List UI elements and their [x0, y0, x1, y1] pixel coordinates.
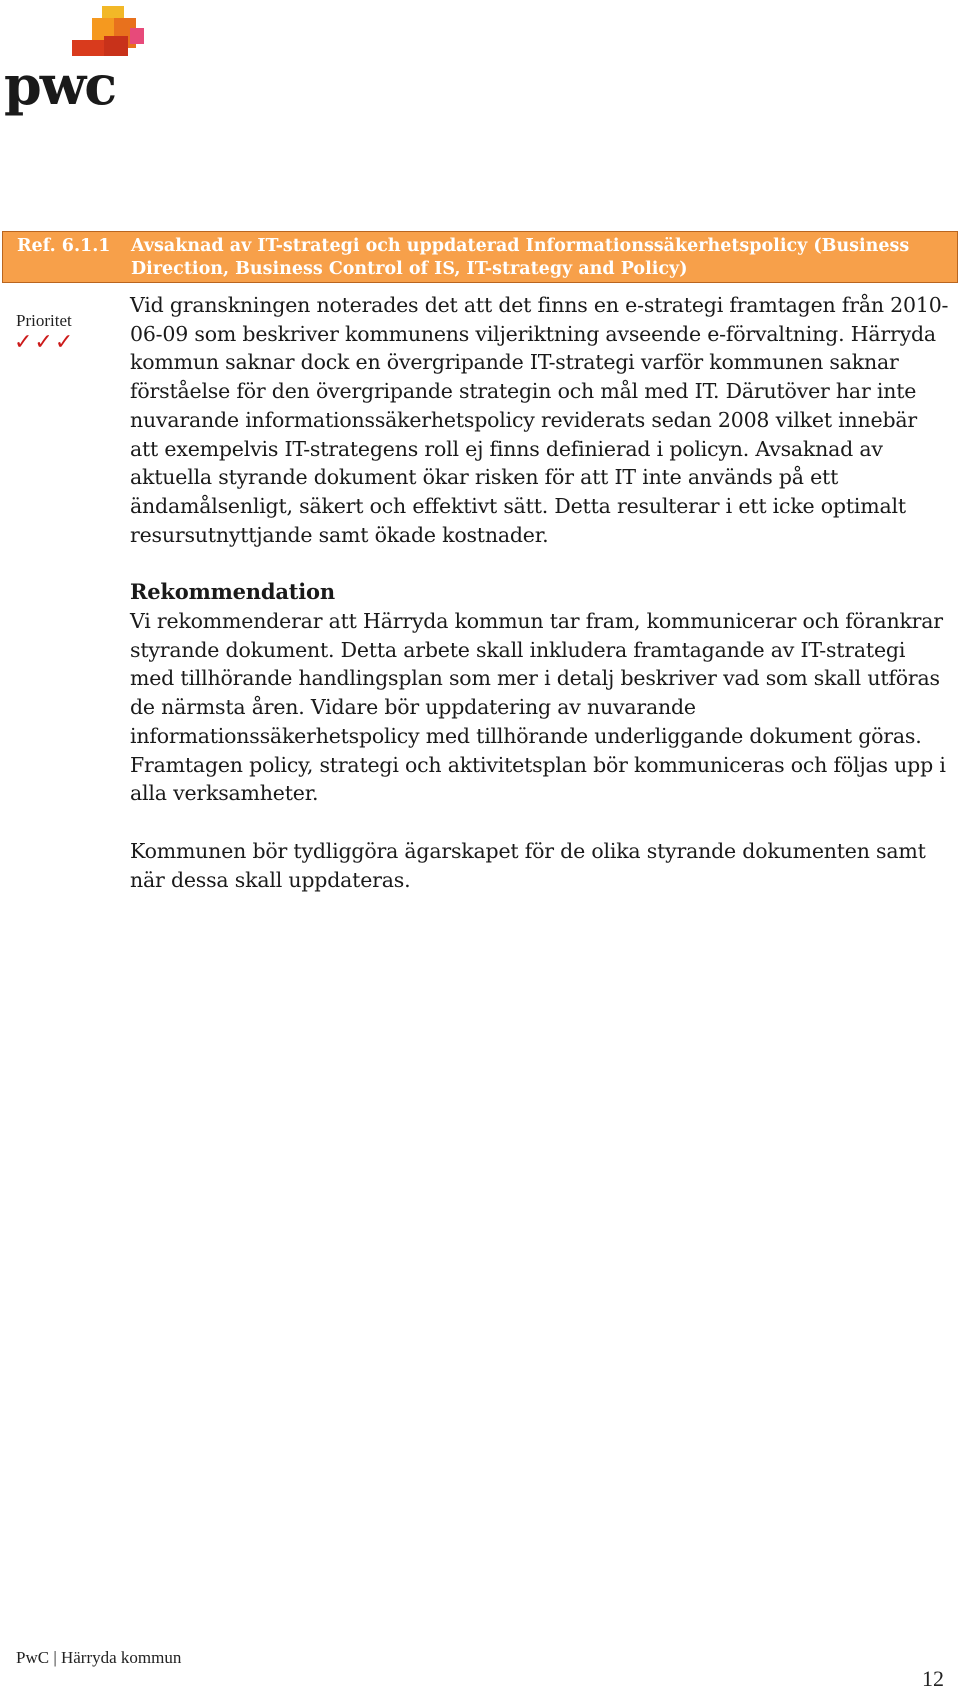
main-content [130, 291, 950, 894]
section-title: Avsaknad av IT-strategi och uppdaterad Informationssäkerhetspolicy (Business Direction, Business Control of IS, IT-strategy and Policy) [131, 236, 910, 279]
footer-organization: PwC | Härryda kommun [16, 1648, 182, 1667]
pwc-logo [4, 4, 164, 124]
logo-mark [72, 6, 144, 56]
page-number: 12 [922, 1666, 944, 1691]
priority-label: Prioritet [16, 311, 72, 330]
finding-paragraph: Vid granskningen noterades det att det finns en e-strategi framtagen från 2010-06-09 som beskriver kommunens viljeriktning avseende e-förvaltning. Härryda kommun saknar dock en övergripande IT-strategi varför kommunen saknar förståelse för den övergripande strategin och mål med IT. Därutöver har inte nuvarande informationssäkerhetspolicy reviderats sedan 2008 vilket innebär att exempelvis IT-strategens roll ej finns definierad i policyn. Avsaknad av aktuella styrande dokument ökar risken för att IT inte används på ett ändamålsenligt, säkert och effektivt sätt. Detta resulterar i ett icke optimalt resursutnyttjande samt ökade kostnader. [130, 293, 949, 547]
priority-checkmark-icons: ✓✓✓ [14, 330, 76, 355]
recommendation-heading: Rekommendation [130, 579, 335, 605]
reference-number: Ref. 6.1.1 [17, 236, 111, 256]
logo-text: pwc [4, 53, 116, 117]
recommendation-paragraph-2: Kommunen bör tydliggöra ägarskapet för de olika styrande dokumenten samt när dessa skall uppdateras. [130, 838, 926, 892]
section-header-bar [2, 231, 958, 283]
recommendation-paragraph-1: Vi rekommenderar att Härryda kommun tar fram, kommunicerar och förankrar styrande dokument. Detta arbete skall inkludera framtagande av IT-strategi med tillhörande handlingsplan som mer i detalj beskriver vad som skall utföras de närmsta åren. Vidare bör uppdatering av nuvarande informationssäkerhetspolicy med tillhörande underliggande dokument göras. Framtagen policy, strategi och aktivitetsplan bör kommuniceras och följas upp i alla verksamheter. [130, 609, 946, 806]
